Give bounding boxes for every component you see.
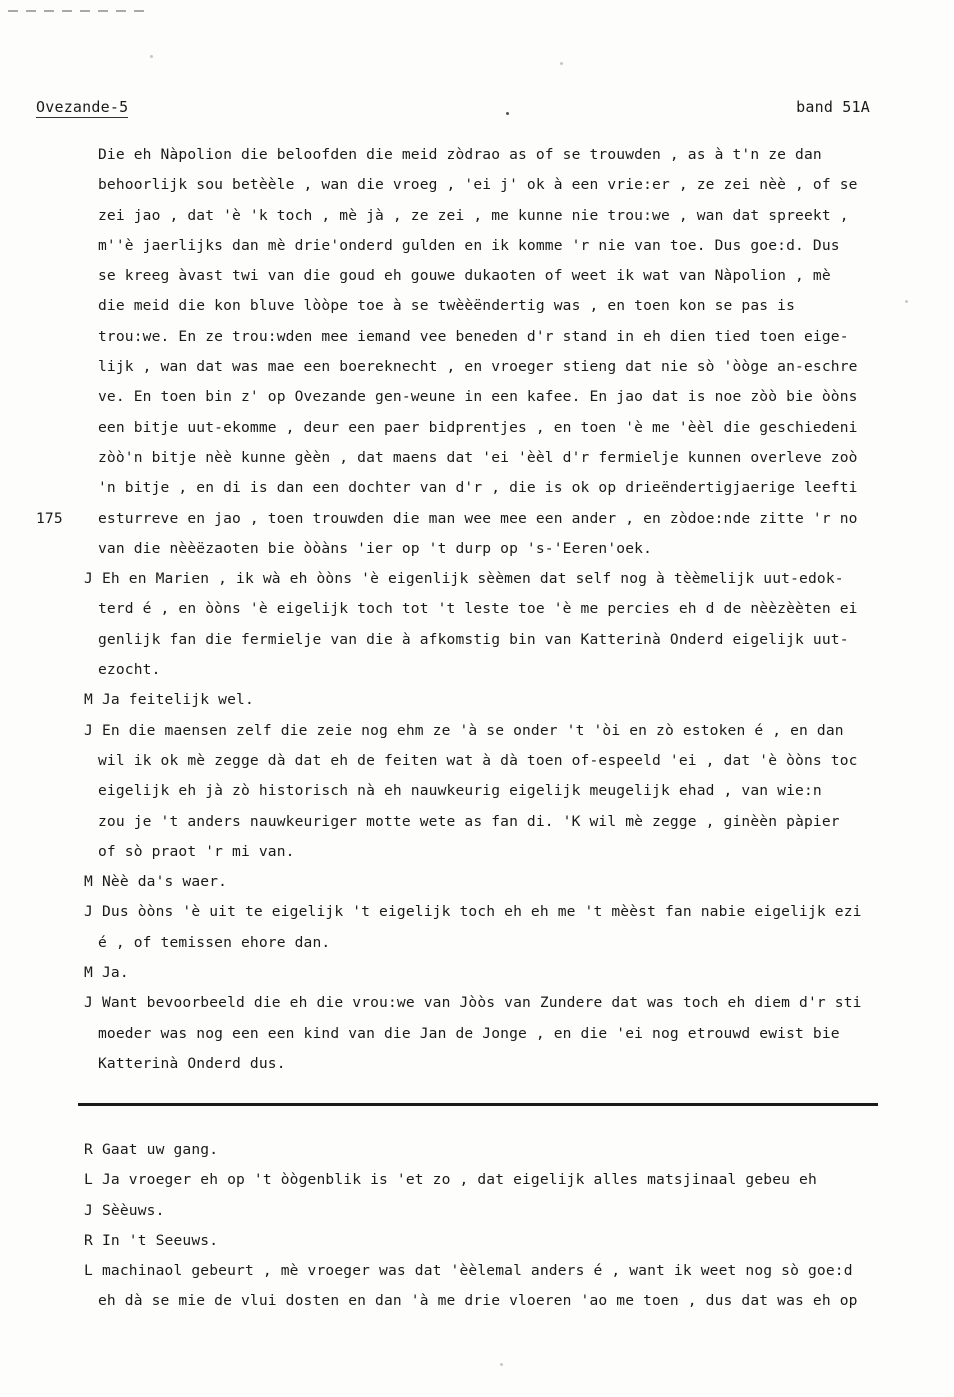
line-text: Eh en Marien , ik wà eh òòns 'è eigenlijk sèèmen dat self nog à tèèmelijk uut-edok-	[102, 570, 844, 588]
transcript-line	[36, 413, 936, 443]
transcript-line	[36, 897, 936, 927]
line-text: Sèèuws.	[102, 1201, 165, 1219]
transcript-line	[36, 261, 936, 291]
transcript-line	[36, 534, 936, 564]
transcript-line	[36, 655, 936, 685]
transcript-line	[36, 1165, 936, 1195]
line-text: Katterinà Onderd dus.	[98, 1054, 286, 1072]
line-text: of sò praot 'r mi van.	[98, 842, 295, 860]
line-text: ve. En toen bin z' op Ovezande gen-weune in een kafee. En jao dat is noe zòò bie òòns	[98, 388, 858, 406]
transcript-line	[36, 291, 936, 321]
transcript-line	[36, 322, 936, 352]
line-text: moeder was nog een een kind van die Jan de Jonge , en die 'ei nog etrouwd ewist bie	[98, 1024, 840, 1042]
line-text: Gaat uw gang.	[102, 1141, 219, 1158]
line-text: se kreeg àvast twi van die goud eh gouwe dukaoten of weet ik wat van Nàpolion , mè	[98, 267, 831, 285]
transcript-line	[36, 1196, 936, 1226]
transcript-line	[36, 1135, 936, 1165]
line-text: m''è jaerlijks dan mè drie'onderd gulden en ik komme 'r nie van toe. Dus goe:d. Dus	[98, 236, 840, 254]
transcript-line	[36, 1019, 936, 1049]
speaker-label: M	[84, 964, 93, 982]
line-text: Dus òòns 'è uit te eigelijk 't eigelijk toch eh eh me 't mèèst fan nabie eigelijk ezi	[102, 903, 862, 921]
scan-speck	[150, 55, 153, 58]
transcript-line	[36, 958, 936, 988]
line-text: é , of temissen ehore dan.	[98, 933, 331, 951]
line-text: Nèè da's waer.	[102, 873, 228, 891]
transcript-line	[36, 231, 936, 261]
line-text: een bitje uut-ekomme , deur een paer bidprentjes , en toen 'è me 'èèl die geschiedeni	[98, 418, 858, 436]
speaker-label: M	[84, 873, 93, 891]
line-text: lijk , wan dat was mae een boereknecht , en vroeger stieng dat nie sò 'òòge an-eschre	[98, 358, 858, 376]
line-text: eigelijk eh jà zò historisch nà eh nauwkeurig eigelijk meugelijk ehad , van wie:n	[98, 782, 822, 800]
speaker-label: J	[84, 570, 93, 588]
scan-speck	[560, 62, 563, 65]
transcript-line	[36, 746, 936, 776]
speaker-label: J	[84, 1201, 93, 1219]
line-text: eh dà se mie de vlui dosten en dan 'à me drie vloeren 'ao me toen , dus dat was eh op	[98, 1292, 858, 1310]
line-text: zei jao , dat 'è 'k toch , mè jà , ze zei , me kunne nie trou:we , wan dat spreekt ,	[98, 206, 849, 224]
line-text: van die nèèëzaoten bie òòàns 'ier op 't durp op 's-'Eeren'oek.	[98, 539, 653, 557]
transcript-line	[36, 443, 936, 473]
line-number: 175	[36, 509, 63, 527]
tape-band-label: band 51A	[796, 98, 870, 116]
transcript-line	[36, 988, 936, 1018]
transcript-line	[36, 867, 936, 897]
transcript-line	[36, 928, 936, 958]
transcript-line	[36, 201, 936, 231]
line-text: Want bevoorbeeld die eh die vrou:we van Jòòs van Zundere dat was toch eh diem d'r sti	[102, 994, 862, 1012]
transcript-line	[36, 716, 936, 746]
transcript-line	[36, 837, 936, 867]
transcript-line	[36, 594, 936, 624]
line-text: wil ik ok mè zegge dà dat eh de feiten wat à dà toen of-espeeld 'ei , dat 'è òòns toc	[98, 751, 858, 769]
line-text: Ja feitelijk wel.	[102, 691, 254, 709]
line-text: machinaol gebeurt , mè vroeger was dat 'èèlemal anders é , want ik weet nog sò goe:d	[102, 1262, 853, 1280]
transcript-line	[36, 1226, 936, 1256]
header-dot-mark	[506, 112, 509, 115]
line-text: behoorlijk sou betèèle , wan die vroeg , 'ei j' ok à een vrie:er , ze zei nèè , of se	[98, 176, 858, 194]
line-text: 'n bitje , en di is dan een dochter van d'r , die is ok op drieëndertigjaerige leefti	[98, 479, 858, 497]
transcript-line	[36, 170, 936, 200]
transcript-line	[36, 504, 936, 534]
speaker-label: J	[84, 994, 93, 1012]
line-text: die meid die kon bluve lòòpe toe à se twèèëndertig was , en toen kon se pas is	[98, 297, 796, 315]
line-text: ezocht.	[98, 661, 161, 679]
transcript-line	[36, 140, 936, 170]
speaker-label: L	[84, 1262, 93, 1280]
transcript-line	[36, 807, 936, 837]
line-text: trou:we. En ze trou:wden mee iemand vee beneden d'r stand in eh dien tied toen eige-	[98, 327, 849, 345]
page-header	[36, 98, 894, 124]
scan-edge-dashes	[8, 10, 148, 12]
line-text: Ja vroeger eh op 't òògenblik is 'et zo , dat eigelijk alles matsjinaal gebeu eh	[102, 1171, 817, 1189]
transcript-line	[36, 352, 936, 382]
speaker-label: R	[84, 1231, 93, 1249]
transcript-line	[36, 776, 936, 806]
line-text: In 't Seeuws.	[102, 1231, 219, 1249]
speaker-label: R	[84, 1141, 93, 1158]
line-text: zòò'n bitje nèè kunne gèèn , dat maens dat 'ei 'èèl d'r fermielje kunnen overleve zoò	[98, 448, 858, 466]
transcript-tail	[36, 1135, 936, 1317]
line-text: genlijk fan die fermielje van die à afkomstig bin van Katterinà Onderd eigelijk uut-	[98, 630, 849, 648]
transcript-line	[36, 1286, 936, 1316]
transcript-line	[36, 564, 936, 594]
line-text: Ja.	[102, 964, 129, 982]
speaker-label: M	[84, 691, 93, 709]
speaker-label: J	[84, 903, 93, 921]
speaker-label: J	[84, 721, 93, 739]
document-id-label: Ovezande-5	[36, 98, 129, 116]
transcript-line	[36, 625, 936, 655]
transcript-line	[36, 685, 936, 715]
transcript-line	[36, 1256, 936, 1286]
speaker-label: L	[84, 1171, 93, 1189]
line-text: zou je 't anders nauwkeuriger motte wete as fan di. 'K wil mè zegge , ginèèn pàpier	[98, 812, 840, 830]
section-divider	[78, 1103, 878, 1106]
line-text: terd é , en òòns 'è eigelijk toch tot 't leste toe 'è me percies eh d de nèèzèèten ei	[98, 600, 858, 618]
transcript-body	[36, 140, 936, 1079]
scan-speck	[500, 1363, 503, 1366]
transcript-line	[36, 1049, 936, 1079]
transcript-line	[36, 473, 936, 503]
transcript-line	[36, 382, 936, 412]
line-text: Die eh Nàpolion die beloofden die meid zòdrao as of se trouwden , as à t'n ze dan	[98, 146, 822, 163]
line-text: esturreve en jao , toen trouwden die man wee mee een ander , en zòdoe:nde zitte 'r no	[98, 509, 858, 527]
line-text: En die maensen zelf die zeie nog ehm ze 'à se onder 't 'òi en zò estoken é , en dan	[102, 721, 844, 739]
